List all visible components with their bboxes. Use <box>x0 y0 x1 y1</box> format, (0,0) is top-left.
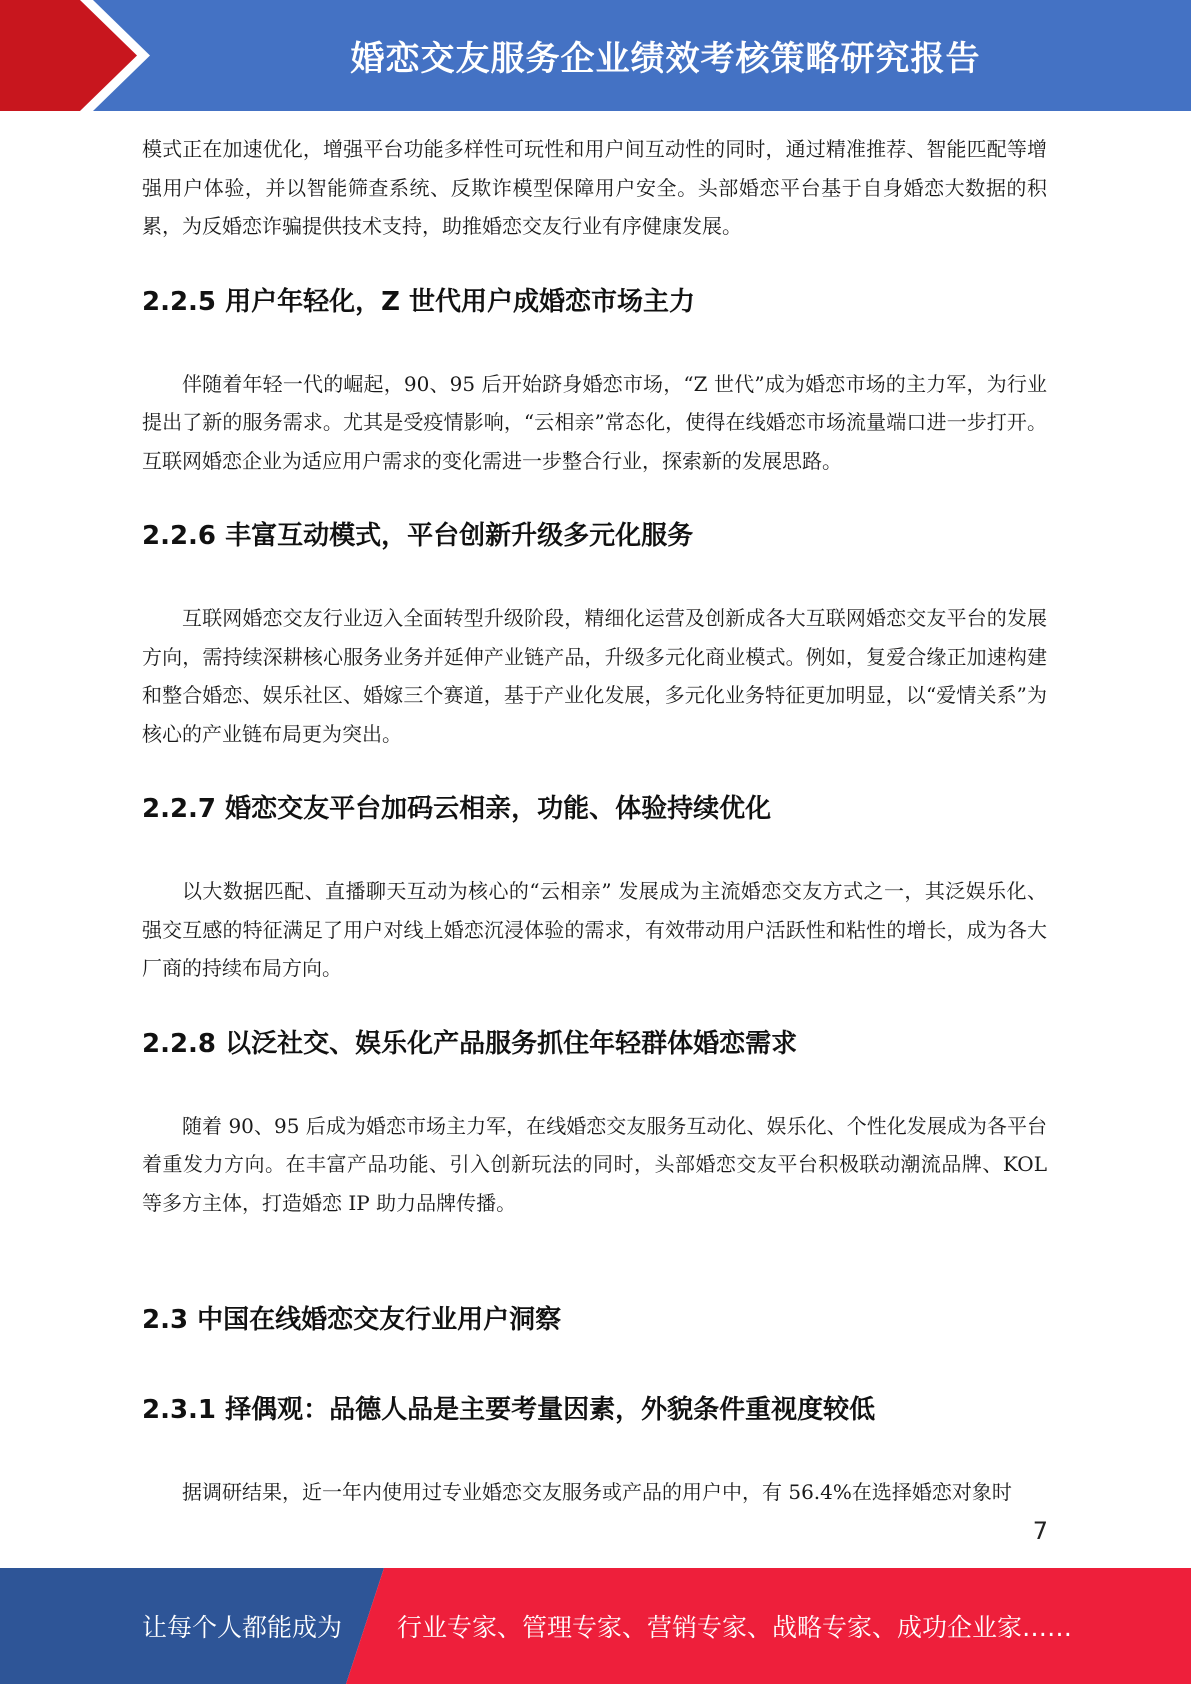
section-heading-2-2-7: 2.2.7 婚恋交友平台加码云相亲，功能、体验持续优化 <box>142 794 772 824</box>
section-body-2-2-6: 互联网婚恋交友行业迈入全面转型升级阶段，精细化运营及创新成各大互联网婚恋交友平台的发展方向，需持续深耕核心服务业务并延伸产业链产品，升级多元化商业模式。例如，复爱合缘正加速构建和整合婚恋、娱乐社区、婚嫁三个赛道，基于产业化发展，多元化业务特征更加明显，以“爱情关系”为核心的产业链布局更为突出。 <box>142 606 1047 746</box>
section-heading-2-2-8: 2.2.8 以泛社交、娱乐化产品服务抓住年轻群体婚恋需求 <box>142 1028 798 1059</box>
page-content <box>142 130 1047 1512</box>
section-body-2-3-1: 据调研结果，近一年内使用过专业婚恋交友服务或产品的用户中，有 56.4%在选择婚恋对象时 <box>182 1480 1012 1504</box>
section-heading-2-3: 2.3 中国在线婚恋交友行业用户洞察 <box>142 1305 562 1335</box>
report-title: 婚恋交友服务企业绩效考核策略研究报告 <box>350 39 981 79</box>
section-body-2-2-5: 伴随着年轻一代的崛起，90、95 后开始跻身婚恋市场，“Z 世代”成为婚恋市场的主力军，为行业提出了新的服务需求。尤其是受疫情影响，“云相亲”常态化，使得在线婚恋市场流量端口进一步打开。互联网婚恋企业为适应用户需求的变化需进一步整合行业，探索新的发展思路。 <box>142 371 1047 473</box>
section-heading-2-2-6: 2.2.6 丰富互动模式，平台创新升级多元化服务 <box>142 521 694 551</box>
header-arrow-decoration <box>0 0 160 111</box>
page-footer <box>0 1568 1191 1684</box>
page-number: 7 <box>1032 1517 1048 1545</box>
footer-slogan-left: 让每个人都能成为 <box>142 1613 343 1642</box>
page-header <box>0 0 1191 111</box>
intro-paragraph: 模式正在加速优化，增强平台功能多样性可玩性和用户间互动性的同时，通过精准推荐、智能匹配等增强用户体验，并以智能筛查系统、反欺诈模型保障用户安全。头部婚恋平台基于自身婚恋大数据的积累，为反婚恋诈骗提供技术支持，助推婚恋交友行业有序健康发展。 <box>142 137 1047 238</box>
section-heading-2-2-5: 2.2.5 用户年轻化，Z 世代用户成婚恋市场主力 <box>142 286 695 317</box>
footer-slogan-right: 行业专家、管理专家、营销专家、战略专家、成功企业家…… <box>397 1613 1073 1642</box>
section-body-2-2-8: 随着 90、95 后成为婚恋市场主力军，在线婚恋交友服务互动化、娱乐化、个性化发展成为各平台着重发力方向。在丰富产品功能、引入创新玩法的同时，头部婚恋交友平台积极联动潮流品牌、KOL 等多方主体，打造婚恋 IP 助力品牌传播。 <box>142 1113 1047 1215</box>
section-heading-2-3-1: 2.3.1 择偶观：品德人品是主要考量因素，外貌条件重视度较低 <box>142 1395 876 1425</box>
section-body-2-2-7: 以大数据匹配、直播聊天互动为核心的“云相亲” 发展成为主流婚恋交友方式之一，其泛娱乐化、强交互感的特征满足了用户对线上婚恋沉浸体验的需求，有效带动用户活跃性和粘性的增长，成为各大厂商的持续布局方向。 <box>142 879 1047 980</box>
